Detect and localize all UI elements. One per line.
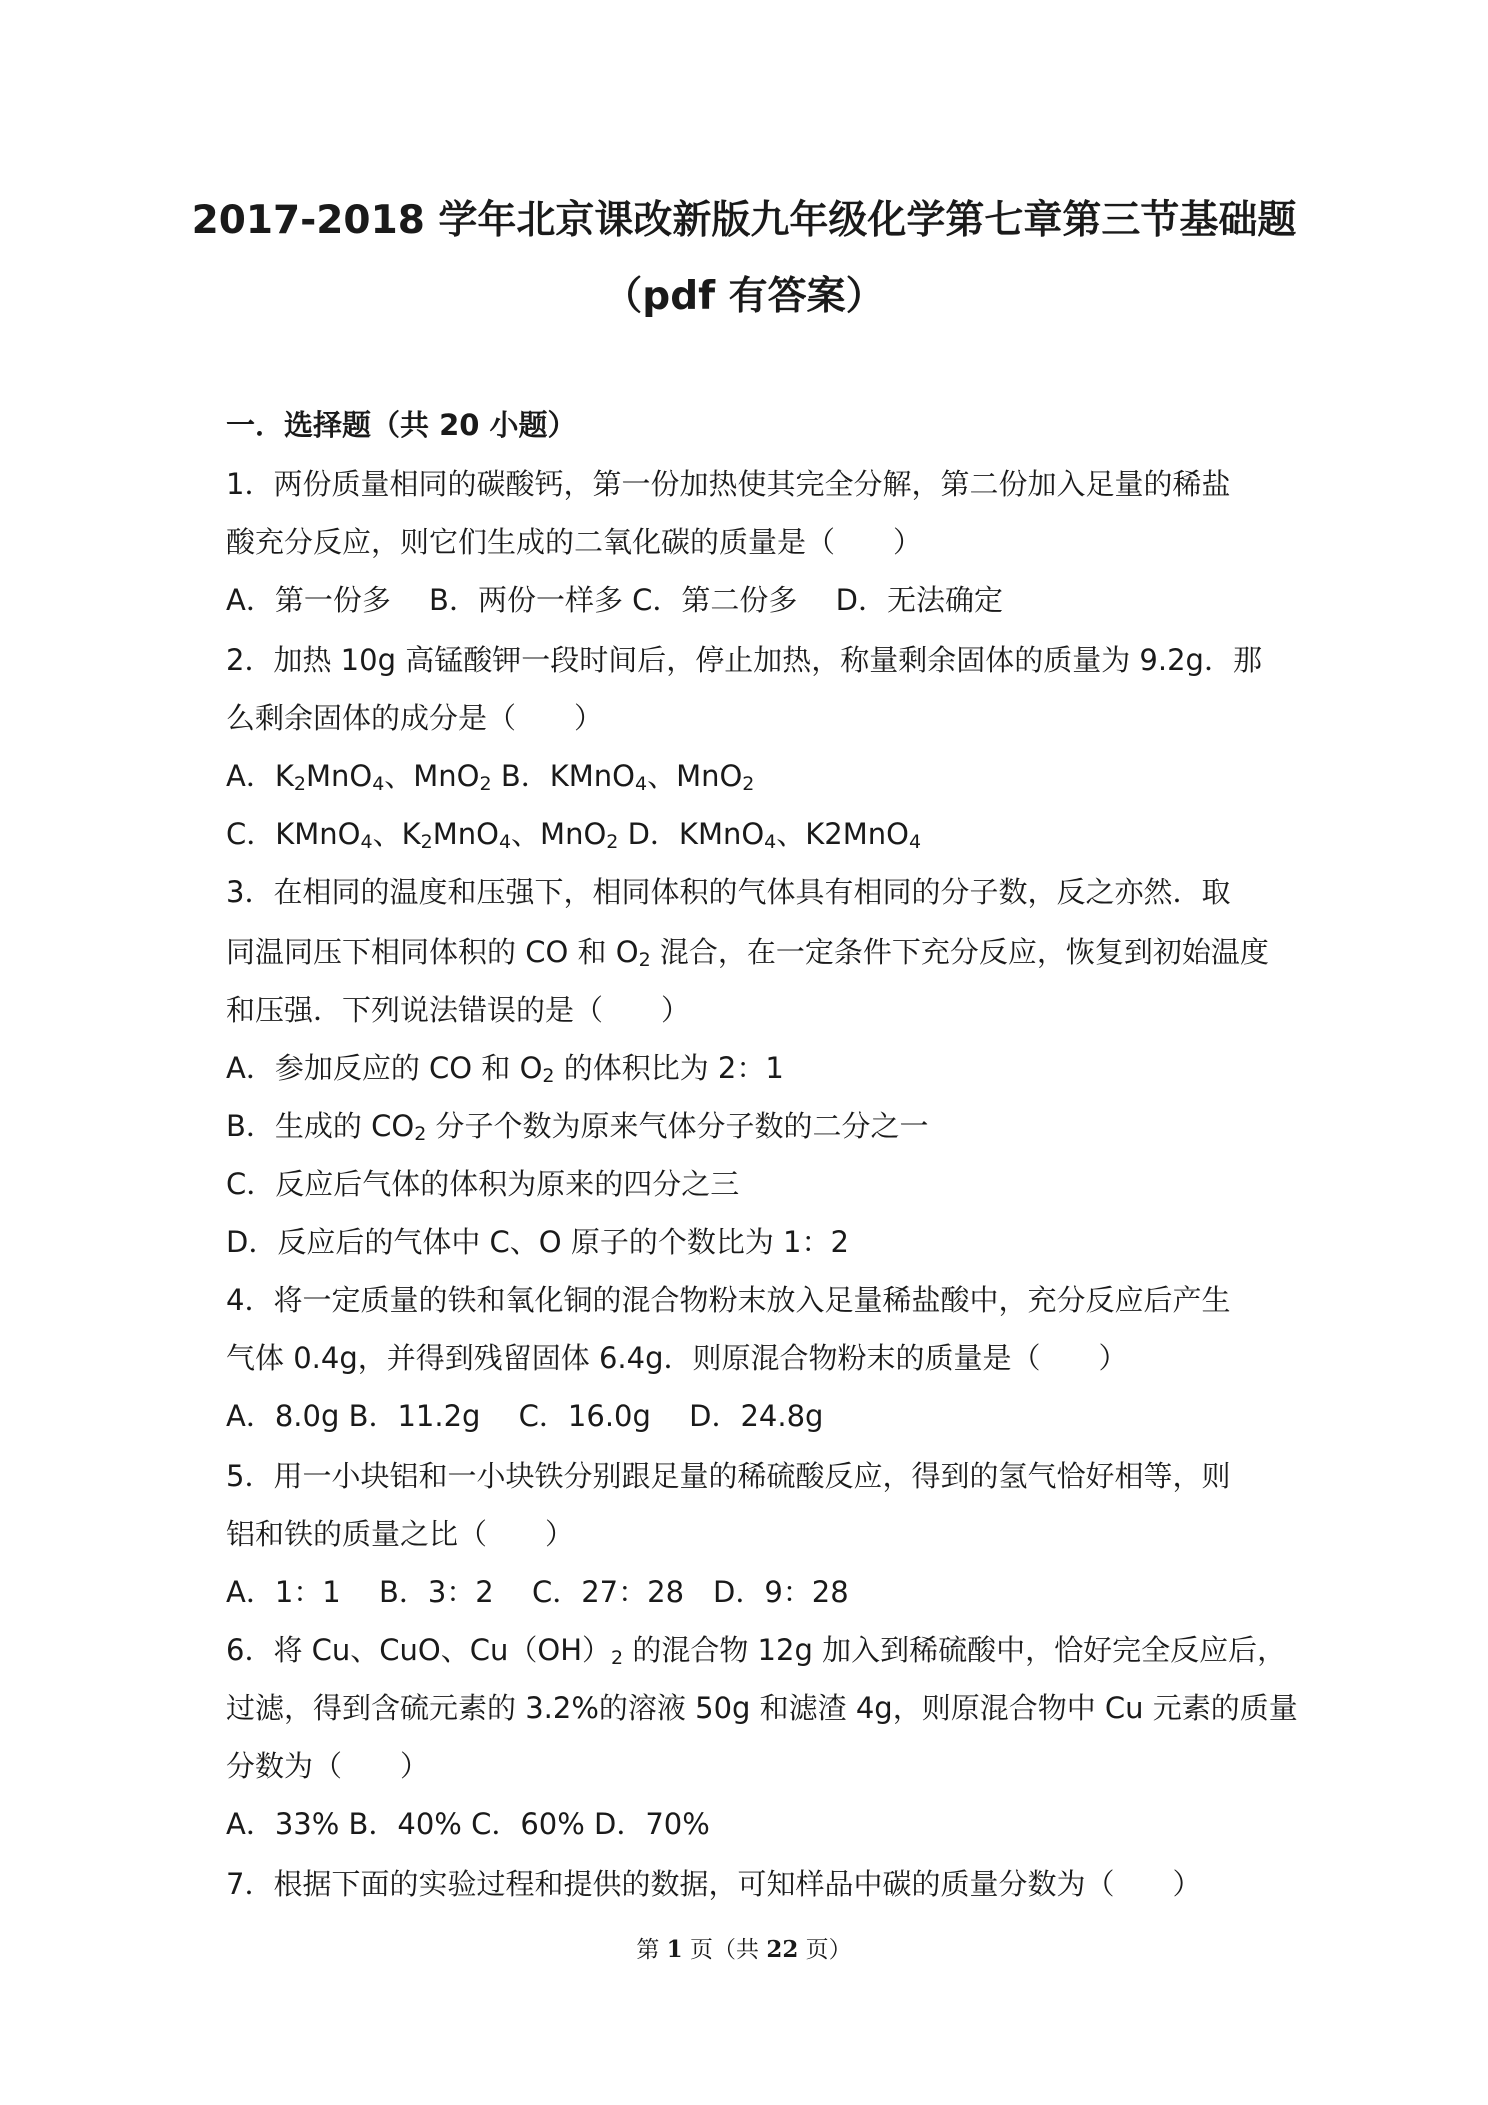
text-segment: 么剩余固体的成分是（ ） xyxy=(226,701,604,735)
subscript: 2 xyxy=(479,773,492,795)
text-line xyxy=(226,814,921,854)
subscript: 2 xyxy=(293,773,306,795)
subscript: 4 xyxy=(498,831,512,853)
text-segment: MnO xyxy=(305,759,373,793)
text-segment: 和压强．下列说法错误的是（ ） xyxy=(226,993,691,1027)
current-page-number: 1 xyxy=(666,1936,683,1963)
text-segment: B．KMnO xyxy=(491,759,635,793)
text-line xyxy=(226,990,690,1030)
footer-suffix: 页） xyxy=(798,1937,852,1963)
text-line xyxy=(226,1630,1286,1670)
page-footer xyxy=(0,1935,1488,1965)
text-segment: A．第一份多 B．两份一样多 C．第二份多 D．无法确定 xyxy=(226,583,1003,617)
text-segment: 、K xyxy=(372,817,421,851)
text-line xyxy=(226,1396,823,1436)
text-line xyxy=(226,1164,739,1204)
text-line xyxy=(226,1514,574,1554)
document-subtitle: （pdf 有答案） xyxy=(603,274,885,319)
text-segment: 、K2MnO xyxy=(776,817,909,851)
text-line xyxy=(226,932,1269,972)
text-segment: 2．加热 10g 高锰酸钾一段时间后，停止加热，称量剩余固体的质量为 9.2g．那 xyxy=(226,643,1262,677)
text-segment: 分数为（ ） xyxy=(226,1749,430,1783)
text-line xyxy=(226,756,754,796)
text-segment: 气体 0.4g，并得到残留固体 6.4g．则原混合物粉末的质量是（ ） xyxy=(226,1341,1128,1375)
text-segment: A．参加反应的 CO 和 O xyxy=(226,1051,543,1085)
subscript: 2 xyxy=(638,949,651,971)
section-heading: 一．选择题（共 20 小题） xyxy=(226,408,577,442)
subscript: 2 xyxy=(542,1065,555,1087)
text-line xyxy=(226,1746,429,1786)
text-segment: 同温同压下相同体积的 CO 和 O xyxy=(226,935,639,969)
text-segment: 混合，在一定条件下充分反应，恢复到初始温度 xyxy=(650,935,1269,969)
subscript: 2 xyxy=(742,773,755,795)
subscript: 2 xyxy=(420,831,433,853)
text-segment: 4．将一定质量的铁和氧化铜的混合物粉末放入足量稀盐酸中，充分反应后产生 xyxy=(226,1283,1231,1317)
footer-prefix: 第 xyxy=(636,1937,667,1963)
text-line xyxy=(226,580,1003,620)
text-segment: 、MnO xyxy=(511,817,607,851)
text-segment: 的体积比为 2：1 xyxy=(554,1051,784,1085)
text-line xyxy=(226,1804,710,1844)
text-line xyxy=(226,698,603,738)
text-segment: 6．将 Cu、CuO、Cu（OH） xyxy=(226,1633,612,1667)
text-segment: D．反应后的气体中 C、O 原子的个数比为 1：2 xyxy=(226,1225,849,1259)
footer-middle: 页（共 xyxy=(682,1937,767,1963)
text-line xyxy=(226,1456,1230,1496)
text-line xyxy=(226,522,922,562)
subscript: 4 xyxy=(908,831,922,853)
text-line xyxy=(226,1280,1230,1320)
text-segment: D．KMnO xyxy=(618,817,765,851)
text-segment: 铝和铁的质量之比（ ） xyxy=(226,1517,575,1551)
subscript: 4 xyxy=(634,773,648,795)
text-line xyxy=(226,464,1230,504)
text-segment: A．1：1 B．3：2 C．27：28 D．9：28 xyxy=(226,1575,849,1609)
text-segment: 、MnO xyxy=(647,759,743,793)
text-segment: A．8.0g B．11.2g C．16.0g D．24.8g xyxy=(226,1399,824,1433)
text-line xyxy=(226,1106,929,1146)
text-segment: 1．两份质量相同的碳酸钙，第一份加热使其完全分解，第二份加入足量的稀盐 xyxy=(226,467,1231,501)
subscript: 2 xyxy=(606,831,619,853)
text-segment: C．反应后气体的体积为原来的四分之三 xyxy=(226,1167,740,1201)
subscript: 4 xyxy=(372,773,385,795)
total-page-count: 22 xyxy=(766,1936,799,1963)
subscript: 2 xyxy=(414,1123,427,1145)
text-line xyxy=(226,1338,1128,1378)
text-segment: 过滤，得到含硫元素的 3.2%的溶液 50g 和滤渣 4g，则原混合物中 Cu 元素的质量 xyxy=(226,1691,1298,1725)
text-segment: A．33% B．40% C．60% D．70% xyxy=(226,1807,710,1841)
text-segment: 分子个数为原来气体分子数的二分之一 xyxy=(426,1109,929,1143)
text-segment: 3．在相同的温度和压强下，相同体积的气体具有相同的分子数，反之亦然．取 xyxy=(226,875,1231,909)
text-segment: MnO xyxy=(432,817,499,851)
document-title: 2017-2018 学年北京课改新版九年级化学第七章第三节基础题 xyxy=(191,198,1297,243)
text-segment: C．KMnO xyxy=(226,817,361,851)
text-line xyxy=(226,640,1262,680)
text-segment: 、MnO xyxy=(384,759,480,793)
text-line xyxy=(226,1048,784,1088)
text-segment: 7．根据下面的实验过程和提供的数据，可知样品中碳的质量分数为（ ） xyxy=(226,1867,1202,1901)
text-line xyxy=(226,872,1230,912)
text-segment: 酸充分反应，则它们生成的二氧化碳的质量是（ ） xyxy=(226,525,923,559)
text-line xyxy=(226,1688,1298,1728)
subscript: 2 xyxy=(611,1647,624,1669)
text-line xyxy=(226,1572,849,1612)
text-segment: 的混合物 12g 加入到稀硫酸中，恰好完全反应后， xyxy=(623,1633,1287,1667)
subscript: 4 xyxy=(764,831,777,853)
text-line xyxy=(226,1222,849,1262)
subscript: 4 xyxy=(360,831,373,853)
text-segment: A．K xyxy=(226,759,294,793)
text-line xyxy=(226,1864,1201,1904)
text-segment: B．生成的 CO xyxy=(226,1109,415,1143)
text-segment: 5．用一小块铝和一小块铁分别跟足量的稀硫酸反应，得到的氢气恰好相等，则 xyxy=(226,1459,1231,1493)
